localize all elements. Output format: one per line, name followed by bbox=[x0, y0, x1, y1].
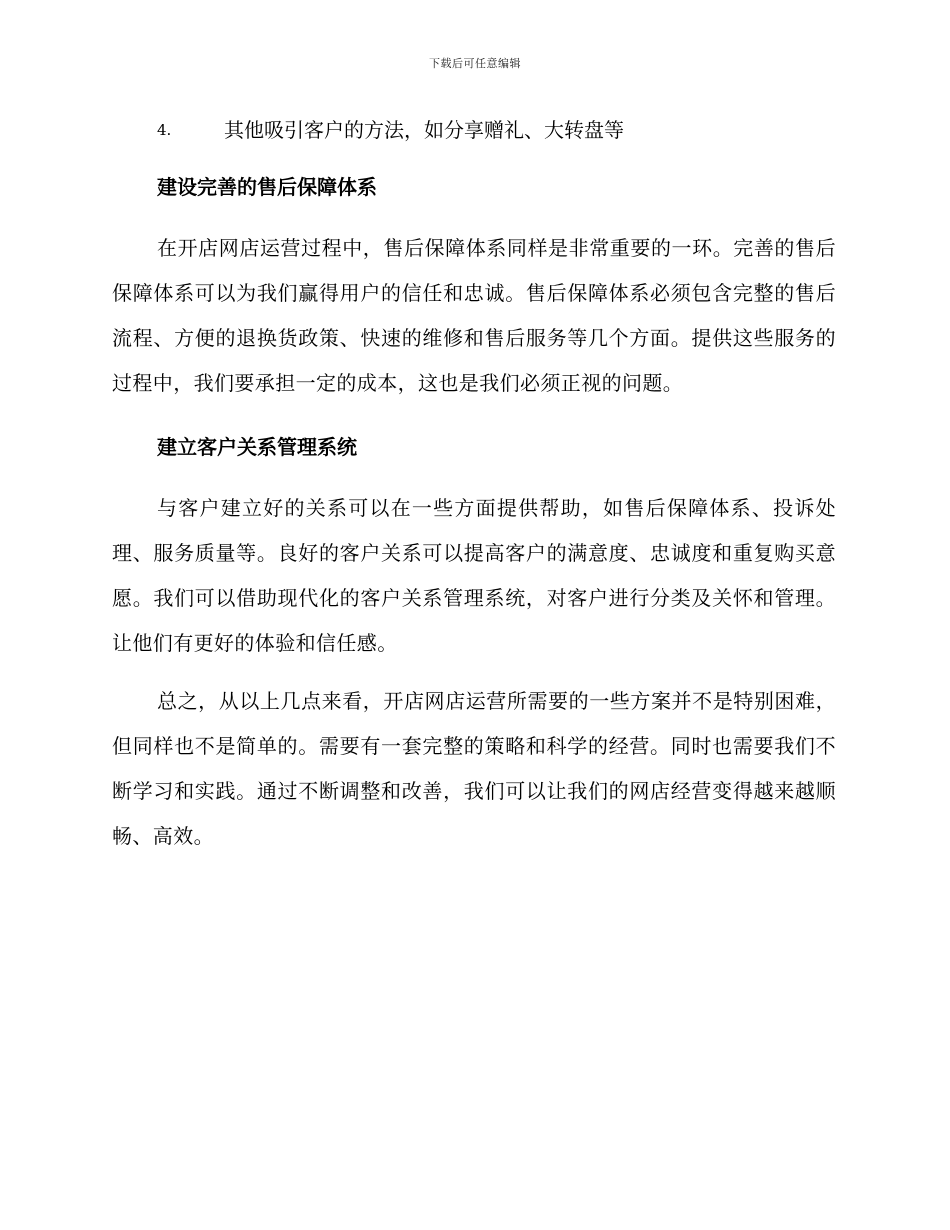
section-paragraph-crm: 与客户建立好的关系可以在一些方面提供帮助，如售后保障体系、投诉处理、服务质量等。良好的客户关系可以提高客户的满意度、忠诚度和重复购买意愿。我们可以借助现代化的客户关系管理系统，对客户进行分类及关怀和管理。让他们有更好的体验和信任感。 bbox=[112, 496, 836, 655]
section-heading-crm: 建立客户关系管理系统 bbox=[157, 435, 357, 459]
page-header: 下载后可任意编辑 bbox=[429, 57, 521, 70]
list-item bbox=[157, 113, 836, 147]
section-heading-after-sales: 建设完善的售后保障体系 bbox=[157, 175, 377, 199]
document-body bbox=[112, 113, 836, 859]
list-item-text: 其他吸引客户的方法，如分享赠礼、大转盘等 bbox=[224, 118, 624, 142]
conclusion-paragraph: 总之，从以上几点来看，开店网店运营所需要的一些方案并不是特别困难，但同样也不是简单的。需要有一套完整的策略和科学的经营。同时也需要我们不断学习和实践。通过不断调整和改善，我们可以让我们的网店经营变得越来越顺畅、高效。 bbox=[112, 689, 836, 848]
list-item-number: 4. bbox=[157, 121, 172, 139]
section-paragraph-after-sales: 在开店网店运营过程中，售后保障体系同样是非常重要的一环。完善的售后保障体系可以为我们赢得用户的信任和忠诚。售后保障体系必须包含完整的售后流程、方便的退换货政策、快速的维修和售后服务等几个方面。提供这些服务的过程中，我们要承担一定的成本，这也是我们必须正视的问题。 bbox=[112, 236, 836, 395]
